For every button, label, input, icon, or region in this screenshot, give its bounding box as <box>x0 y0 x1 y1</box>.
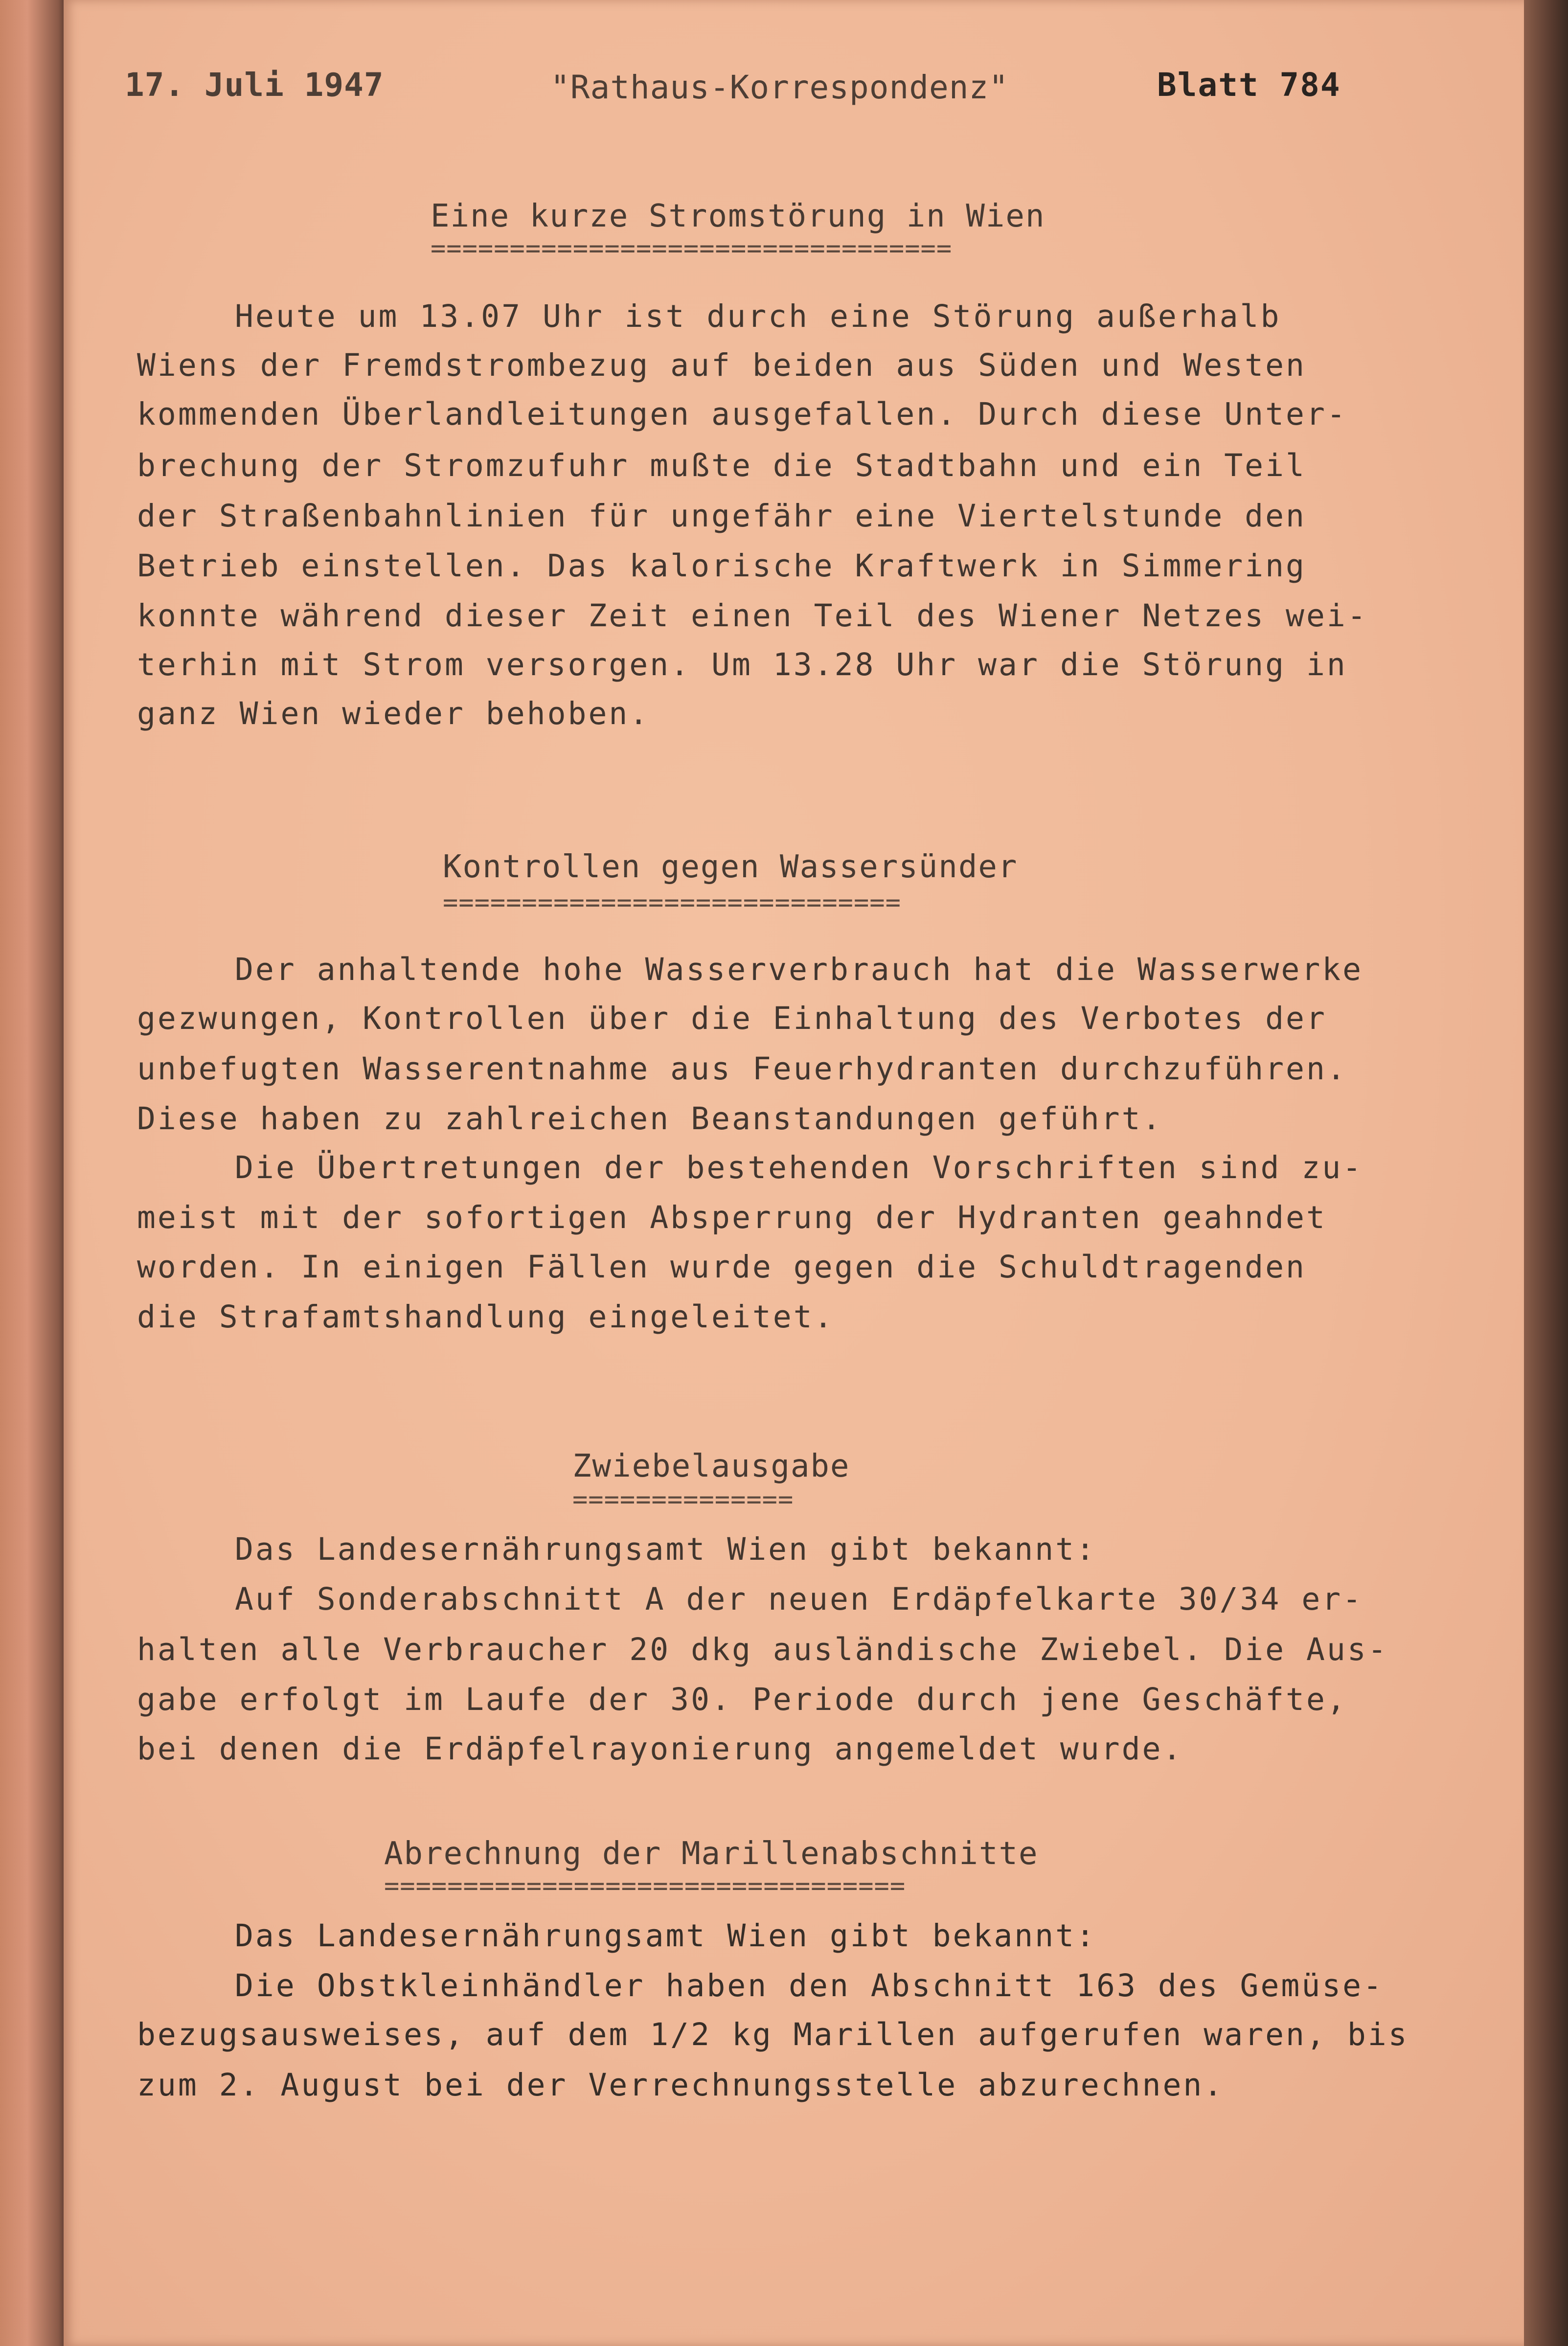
book-spine <box>0 0 68 2346</box>
body-line: bezugsausweises, auf dem 1/2 kg Marillen aufgerufen waren, bis <box>137 2017 1409 2052</box>
body-line: kommenden Überlandleitungen ausgefallen. Durch diese Unter- <box>137 396 1347 432</box>
title-underline: ============== <box>572 1485 794 1514</box>
header-sheet-number: Blatt 784 <box>1157 66 1341 104</box>
body-line: halten alle Verbraucher 20 dkg ausländische Zwiebel. Die Aus- <box>137 1632 1388 1667</box>
header-publication: "Rathaus-Korrespondenz" <box>550 68 1009 106</box>
body-line: unbefugten Wasserentnahme aus Feuerhydranten durchzuführen. <box>137 1051 1347 1087</box>
body-line: Der anhaltende hohe Wasserverbrauch hat die Wasserwerke <box>235 952 1363 987</box>
body-line: meist mit der sofortigen Absperrung der Hydranten geahndet <box>137 1200 1327 1235</box>
body-line: brechung der Stromzufuhr mußte die Stadtbahn und ein Teil <box>137 448 1306 483</box>
body-line: konnte während dieser Zeit einen Teil des Wiener Netzes wei- <box>137 598 1368 634</box>
article-title: Eine kurze Stromstörung in Wien <box>431 198 1045 234</box>
article-title: Kontrollen gegen Wassersünder <box>443 849 1018 885</box>
article-title: Zwiebelausgabe <box>572 1448 850 1484</box>
body-line: gabe erfolgt im Laufe der 30. Periode durch jene Geschäfte, <box>137 1682 1347 1717</box>
article-title: Abrechnung der Marillenabschnitte <box>384 1836 1039 1872</box>
title-underline: ================================= <box>431 234 953 263</box>
body-line: bei denen die Erdäpfelrayonierung angemeldet wurde. <box>137 1731 1183 1767</box>
page-edge <box>1524 0 1568 2346</box>
body-line: Das Landesernährungsamt Wien gibt bekannt: <box>235 1531 1097 1567</box>
body-line: Auf Sonderabschnitt A der neuen Erdäpfelkarte 30/34 er- <box>235 1581 1363 1617</box>
body-line: Betrieb einstellen. Das kalorische Kraftwerk in Simmering <box>137 548 1306 584</box>
body-line: gezwungen, Kontrollen über die Einhaltung des Verbotes der <box>137 1001 1327 1036</box>
body-line: der Straßenbahnlinien für ungefähr eine Viertelstunde den <box>137 498 1306 534</box>
body-line: zum 2. August bei der Verrechnungsstelle abzurechnen. <box>137 2067 1225 2103</box>
body-line: Das Landesernährungsamt Wien gibt bekannt: <box>235 1918 1097 1954</box>
body-line: ganz Wien wieder behoben. <box>137 696 650 731</box>
body-line: terhin mit Strom versorgen. Um 13.28 Uhr war die Störung in <box>137 647 1347 683</box>
body-line: Heute um 13.07 Uhr ist durch eine Störung außerhalb <box>235 298 1281 334</box>
title-underline: ================================= <box>384 1871 906 1901</box>
body-line: Die Übertretungen der bestehenden Vorschriften sind zu- <box>235 1150 1363 1185</box>
body-line: Diese haben zu zahlreichen Beanstandungen geführt. <box>137 1101 1163 1137</box>
title-underline: ============================= <box>443 888 901 917</box>
body-line: Wiens der Fremdstrombezug auf beiden aus Süden und Westen <box>137 347 1306 383</box>
body-line: die Strafamtshandlung eingeleitet. <box>137 1299 835 1335</box>
body-line: worden. In einigen Fällen wurde gegen die Schuldtragenden <box>137 1249 1306 1285</box>
header-date: 17. Juli 1947 <box>125 66 384 104</box>
body-line: Die Obstkleinhändler haben den Abschnitt 163 des Gemüse- <box>235 1968 1384 2004</box>
